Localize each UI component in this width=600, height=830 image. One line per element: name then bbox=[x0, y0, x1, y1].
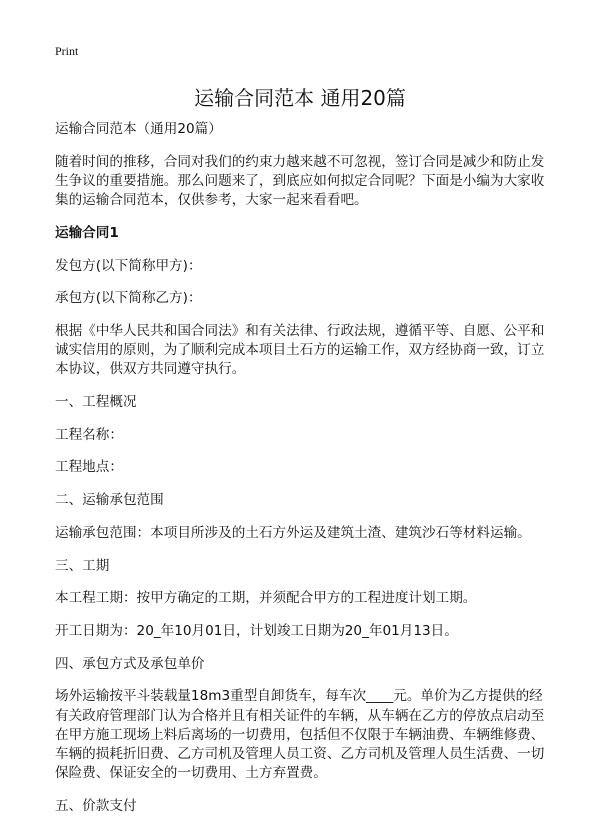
paragraph-line: 一、工程概况 bbox=[55, 394, 137, 411]
paragraph bbox=[55, 120, 555, 139]
paragraph bbox=[55, 655, 555, 674]
paragraph-line: 运输合同1 bbox=[55, 224, 119, 241]
paragraph-line: 集的运输合同范本，仅供参考，大家一起来看看吧。 bbox=[55, 192, 368, 209]
paragraph bbox=[55, 393, 555, 412]
paragraph-line: 保险费、保证安全的一切费用、土方弃置费。 bbox=[55, 765, 327, 782]
document-body bbox=[55, 120, 555, 830]
paragraph-line: 承包方(以下简称乙方)： bbox=[55, 290, 202, 307]
paragraph bbox=[55, 153, 555, 211]
paragraph-line: 场外运输按平斗装载量18m3重型自卸货车，每车次____元。单价为乙方提供的经 bbox=[55, 688, 543, 705]
paragraph-line: 四、承包方式及承包单价 bbox=[55, 655, 205, 672]
paragraph bbox=[55, 524, 555, 543]
paragraph-line: 在甲方施工现场上料后离场的一切费用，包括但不仅限于车辆油费、车辆维修费、 bbox=[55, 726, 545, 743]
paragraph-line: 本协议，供双方共同遵守执行。 bbox=[55, 361, 246, 378]
paragraph bbox=[55, 491, 555, 510]
paragraph-line: 随着时间的推移，合同对我们的约束力越来越不可忽视，签订合同是减少和防止发 bbox=[55, 153, 545, 170]
paragraph-line: 有关政府管理部门认为合格并且有相关证件的车辆，从车辆在乙方的停放点启动至 bbox=[55, 707, 545, 724]
paragraph bbox=[55, 322, 555, 380]
paragraph bbox=[55, 458, 555, 477]
paragraph bbox=[55, 797, 555, 816]
paragraph bbox=[55, 589, 555, 608]
page-title: 运输合同范本 通用20篇 bbox=[194, 86, 406, 110]
paragraph-line: 工程地点： bbox=[55, 459, 123, 476]
paragraph-line: 车辆的损耗折旧费、乙方司机及管理人员工资、乙方司机及管理人员生活费、一切 bbox=[55, 745, 545, 762]
paragraph bbox=[55, 426, 555, 445]
paragraph-line: 运输合同范本（通用20篇） bbox=[55, 121, 222, 137]
paragraph-line: 生争议的重要措施。那么问题来了，到底应如何拟定合同呢？下面是小编为大家收 bbox=[55, 172, 545, 189]
paragraph-line: 根据《中华人民共和国合同法》和有关法律、行政法规，遵循平等、自愿、公平和 bbox=[55, 322, 545, 339]
paragraph-line: 发包方(以下简称甲方)： bbox=[55, 257, 202, 274]
paragraph bbox=[55, 257, 555, 276]
paragraph bbox=[55, 687, 555, 783]
paragraph-line: 开工日期为：20_年10月01日，计划竣工日期为20_年01月13日。 bbox=[55, 622, 458, 639]
paragraph-line: 三、工期 bbox=[55, 557, 110, 574]
paragraph-line: 工程名称： bbox=[55, 426, 123, 443]
paragraph-line: 诚实信用的原则，为了顺利完成本项目土石方的运输工作，双方经协商一致，订立 bbox=[55, 342, 545, 359]
print-link[interactable]: Print bbox=[55, 44, 79, 58]
section-heading bbox=[55, 224, 555, 243]
paragraph bbox=[55, 557, 555, 576]
paragraph-line: 运输承包范围：本项目所涉及的土石方外运及建筑土渣、建筑沙石等材料运输。 bbox=[55, 524, 531, 541]
paragraph bbox=[55, 289, 555, 308]
paragraph-line: 本工程工期：按甲方确定的工期，并须配合甲方的工程进度计划工期。 bbox=[55, 590, 477, 607]
paragraph-line: 五、价款支付 bbox=[55, 797, 137, 814]
paragraph bbox=[55, 622, 555, 641]
paragraph-line: 二、运输承包范围 bbox=[55, 492, 164, 509]
